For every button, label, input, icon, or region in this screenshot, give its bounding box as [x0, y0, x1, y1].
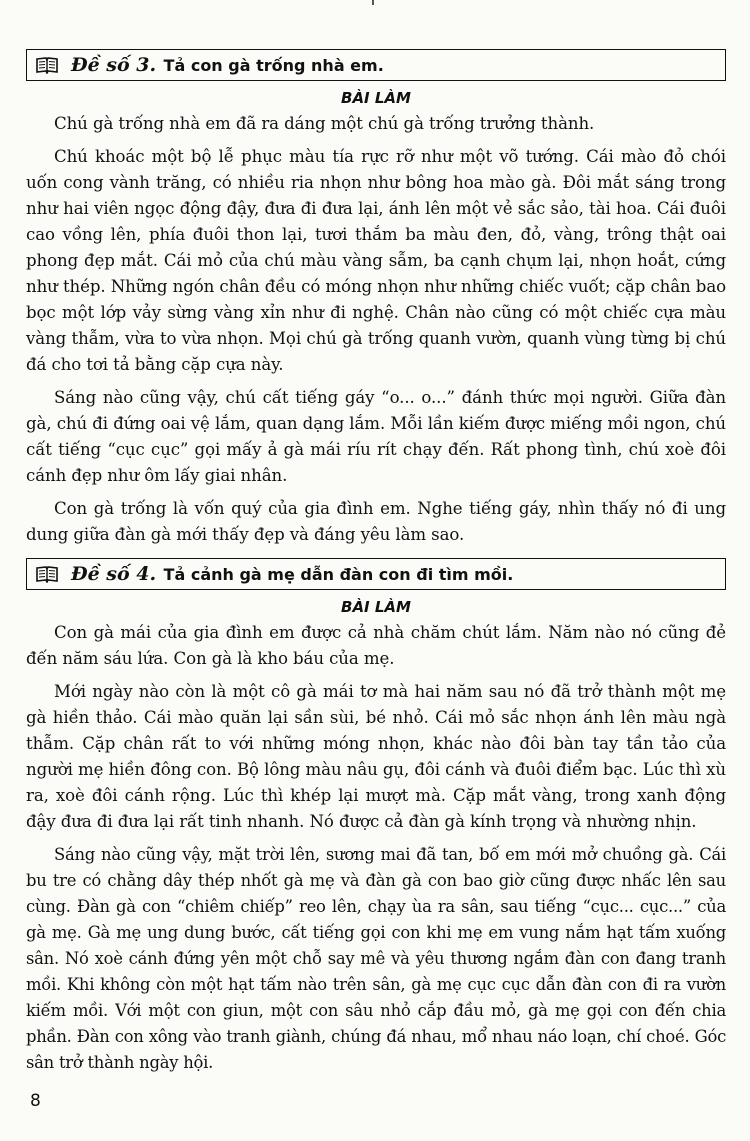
- top-edge-mark: [372, 0, 374, 5]
- paragraph: Con gà trống là vốn quý của gia đình em. Nghe tiếng gáy, nhìn thấy nó đi ung dung giữa đàn gà mới thấy đẹp và đáng yêu làm sao.: [26, 499, 726, 544]
- topic-label: Đề số 4.: [71, 563, 157, 585]
- paragraph: Sáng nào cũng vậy, chú cất tiếng gáy “o... o...” đánh thức mọi người. Giữa đàn gà, chú đi đứng oai vệ lắm, quan dạng lắm. Mỗi lần kiếm được miếng mồi ngon, chú cất tiếng “cục cục” gọi mấy ả gà mái ríu rít chạy đến. Rất phong tình, chú xoè đôi cánh đẹp như ôm lấy giai nhân.: [26, 388, 726, 485]
- paragraph: Chú gà trống nhà em đã ra dáng một chú gà trống trưởng thành.: [54, 114, 595, 133]
- answer-heading: BÀI LÀM: [341, 598, 411, 616]
- paragraph: Mới ngày nào còn là một cô gà mái tơ mà hai năm sau nó đã trở thành một mẹ gà hiền thảo. Cái mào quăn lại sần sùi, bé nhỏ. Cái mỏ sắc nhọn ánh lên màu ngà thẫm. Cặp chân rất to với những móng nhọn, khác nào đôi bàn tay tần tảo của người mẹ hiền đông con. Bộ lông màu nâu gụ, đôi cánh và đuôi điểm bạc. Lúc thì xù ra, xoè đôi cánh rộng. Lúc thì khép lại mượt mà. Cặp mắt vàng, trong xanh động đậy đưa đi đưa lại rất tinh nhanh. Nó được cả đàn gà kính trọng và nhường nhịn.: [26, 682, 726, 831]
- paragraph: Chú khoác một bộ lễ phục màu tía rực rỡ như một võ tướng. Cái mào đỏ chói uốn cong vành trăng, có nhiều ria nhọn như bông hoa mào gà. Đôi mắt sáng trong như hai viên ngọc động đậy, đưa đi đưa lại, ánh lên một vẻ sắc sảo, tài hoa. Cái đuôi cao vồng lên, phía đuôi thon lại, tươi thắm ba màu đen, đỏ, vàng, trông thật oai phong đẹp mắt. Cái mỏ của chú màu vàng sẫm, ba cạnh chụm lại, nhọn hoắt, cứng như thép. Những ngón chân đều có móng nhọn như những chiếc vuốt; cặp chân bao bọc một lớp vảy sừng vàng xỉn như đi nghệ. Chân nào cũng có một chiếc cựa màu vàng thẫm, vừa to vừa nhọn. Mọi chú gà trống quanh vườn, quanh vùng từng bị chú đá cho tơi tả bằng cặp cựa này.: [26, 147, 726, 374]
- section-heading-box: [26, 558, 726, 590]
- topic-title: Tả con gà trống nhà em.: [163, 55, 384, 75]
- topic-title: Tả cảnh gà mẹ dẫn đàn con đi tìm mồi.: [163, 564, 514, 584]
- section-de-so-3: [26, 49, 726, 555]
- section-de-so-4: [26, 558, 726, 1083]
- book-icon: [35, 56, 59, 74]
- answer-heading: BÀI LÀM: [341, 89, 411, 107]
- paragraph: Sáng nào cũng vậy, mặt trời lên, sương mai đã tan, bố em mới mở chuồng gà. Cái bu tre có chằng dây thép nhốt gà mẹ và đàn gà con bao giờ cũng được nhấc lên sau cùng. Đàn gà con “chiêm chiếp” reo lên, chạy ùa ra sân, sau tiếng “cục... cục...” của gà mẹ. Gà mẹ ung dung bước, cất tiếng gọi con khi mẹ em vung nắm hạt tấm xuống sân. Nó xoè cánh đứng yên một chỗ say mê và yêu thương ngắm đàn con đang tranh mồi. Khi không còn một hạt tấm nào trên sân, gà mẹ cục cục dẫn đàn con đi ra vườn kiếm mồi. Với một con giun, một con sâu nhỏ cắp đầu mỏ, gà mẹ gọi con đến chia phần. Đàn con xông vào tranh giành, chúng đá nhau, mổ nhau náo loạn, chí choé. Góc sân trở thành ngày hội.: [26, 845, 726, 1072]
- paragraph: Con gà mái của gia đình em được cả nhà chăm chút lắm. Năm nào nó cũng đẻ đến năm sáu lứa. Con gà là kho báu của mẹ.: [26, 623, 726, 668]
- book-icon: [35, 565, 59, 583]
- section-heading-box: [26, 49, 726, 81]
- page-number: 8: [30, 1091, 41, 1111]
- topic-label: Đề số 3.: [71, 54, 157, 76]
